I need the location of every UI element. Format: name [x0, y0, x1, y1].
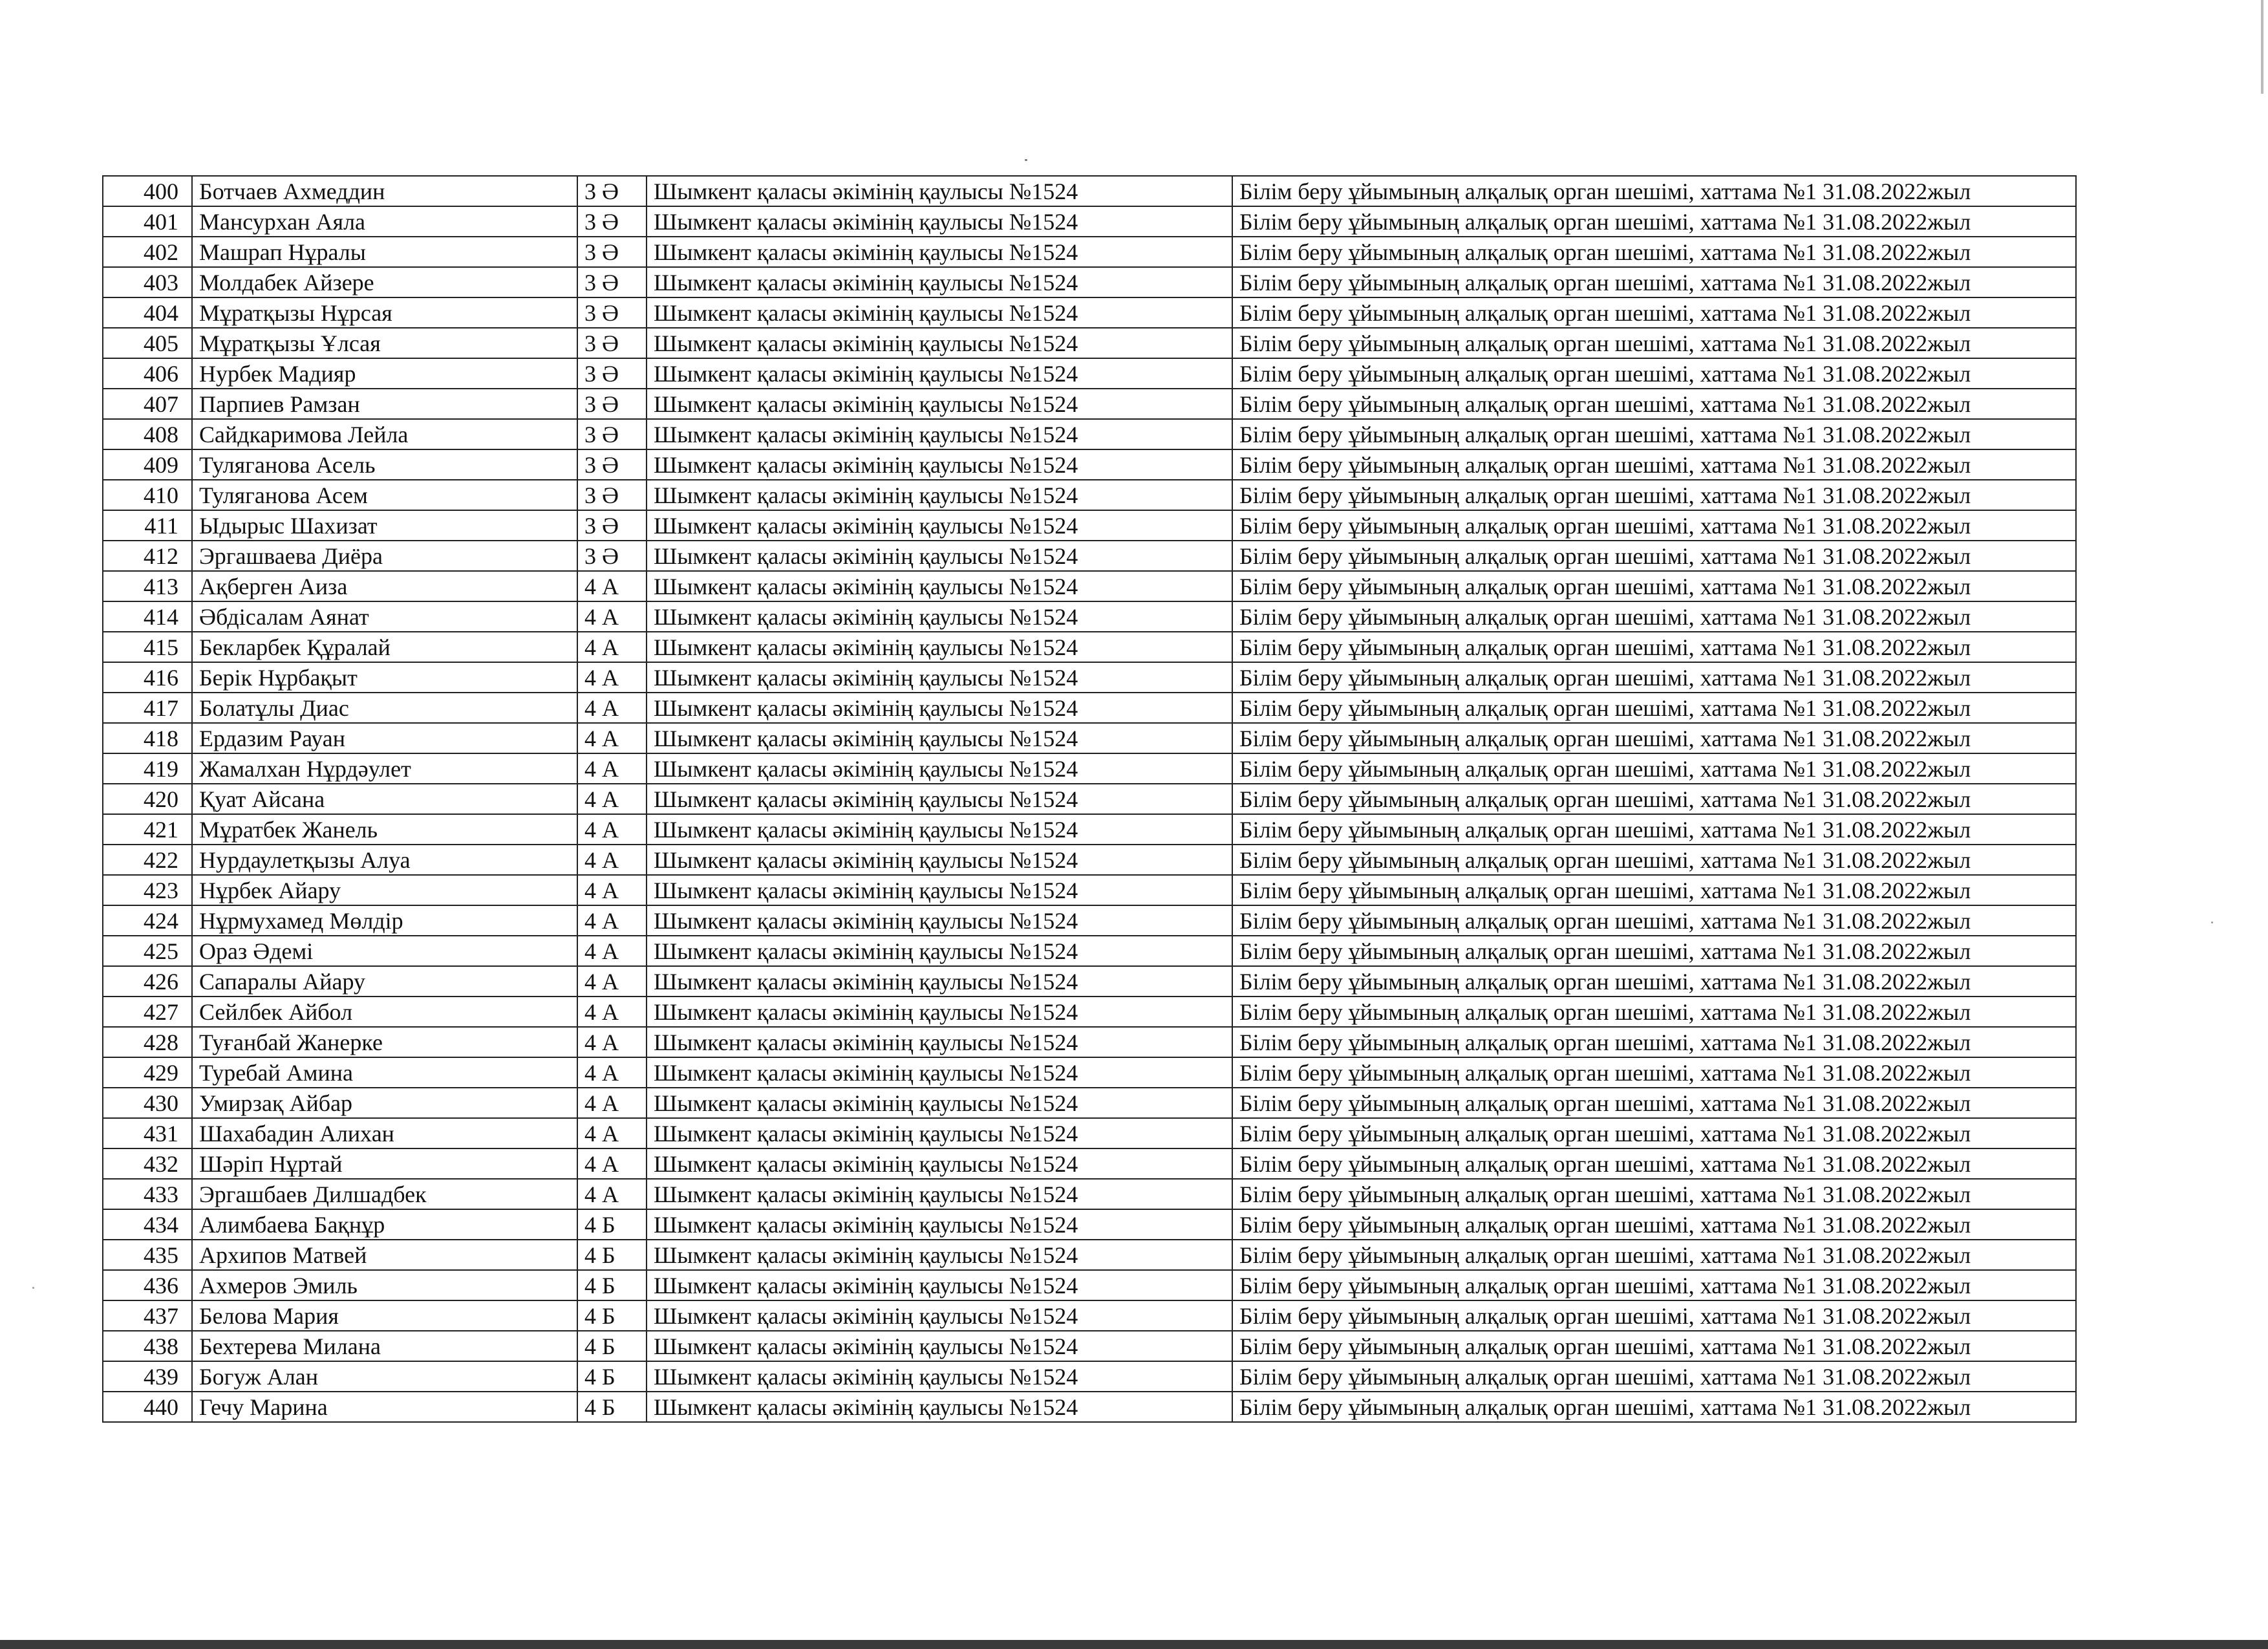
class-name-cell: 4 А — [577, 784, 647, 814]
decree-reference-cell: Шымкент қаласы әкімінің қаулысы №1524 — [647, 662, 1232, 693]
council-decision-cell: Білім беру ұйымының алқалық орган шешімі, хаттама №1 31.08.2022жыл — [1232, 1270, 2076, 1300]
council-decision-cell: Білім беру ұйымының алқалық орган шешімі, хаттама №1 31.08.2022жыл — [1232, 601, 2076, 632]
table-row — [103, 693, 2076, 723]
student-name-cell: Архипов Матвей — [192, 1240, 577, 1270]
student-name-cell: Сайдкаримова Лейла — [192, 419, 577, 449]
scan-dot — [1025, 159, 1027, 161]
class-name-cell: 4 А — [577, 1179, 647, 1209]
decree-reference-cell: Шымкент қаласы әкімінің қаулысы №1524 — [647, 1148, 1232, 1179]
student-name-cell: Туребай Амина — [192, 1057, 577, 1088]
table-row — [103, 510, 2076, 541]
row-number-cell: 406 — [103, 358, 192, 389]
student-name-cell: Белова Мария — [192, 1300, 577, 1331]
row-number-cell: 421 — [103, 814, 192, 845]
class-name-cell: 4 А — [577, 632, 647, 662]
student-name-cell: Туғанбай Жанерке — [192, 1027, 577, 1057]
student-name-cell: Ораз Әдемі — [192, 936, 577, 966]
decree-reference-cell: Шымкент қаласы әкімінің қаулысы №1524 — [647, 632, 1232, 662]
student-name-cell: Машрап Нұралы — [192, 237, 577, 267]
class-name-cell: 3 Ә — [577, 328, 647, 358]
class-name-cell: 4 Б — [577, 1300, 647, 1331]
table-row — [103, 1179, 2076, 1209]
row-number-cell: 418 — [103, 723, 192, 753]
decree-reference-cell: Шымкент қаласы әкімінің қаулысы №1524 — [647, 1118, 1232, 1148]
row-number-cell: 404 — [103, 297, 192, 328]
student-name-cell: Туляганова Асем — [192, 480, 577, 510]
table-row — [103, 358, 2076, 389]
row-number-cell: 425 — [103, 936, 192, 966]
class-name-cell: 4 Б — [577, 1270, 647, 1300]
class-name-cell: 3 Ә — [577, 419, 647, 449]
council-decision-cell: Білім беру ұйымының алқалық орган шешімі, хаттама №1 31.08.2022жыл — [1232, 1331, 2076, 1361]
student-name-cell: Ботчаев Ахмеддин — [192, 176, 577, 206]
council-decision-cell: Білім беру ұйымының алқалық орган шешімі, хаттама №1 31.08.2022жыл — [1232, 1361, 2076, 1392]
council-decision-cell: Білім беру ұйымының алқалық орган шешімі, хаттама №1 31.08.2022жыл — [1232, 693, 2076, 723]
class-name-cell: 4 А — [577, 1088, 647, 1118]
student-name-cell: Ыдырыс Шахизат — [192, 510, 577, 541]
row-number-cell: 407 — [103, 389, 192, 419]
row-number-cell: 424 — [103, 905, 192, 936]
table-row — [103, 875, 2076, 905]
row-number-cell: 434 — [103, 1209, 192, 1240]
student-name-cell: Богуж Алан — [192, 1361, 577, 1392]
class-name-cell: 4 А — [577, 997, 647, 1027]
row-number-cell: 437 — [103, 1300, 192, 1331]
student-name-cell: Бехтерева Милана — [192, 1331, 577, 1361]
decree-reference-cell: Шымкент қаласы әкімінің қаулысы №1524 — [647, 601, 1232, 632]
row-number-cell: 408 — [103, 419, 192, 449]
row-number-cell: 419 — [103, 753, 192, 784]
council-decision-cell: Білім беру ұйымының алқалық орган шешімі, хаттама №1 31.08.2022жыл — [1232, 541, 2076, 571]
table-row — [103, 1118, 2076, 1148]
row-number-cell: 410 — [103, 480, 192, 510]
row-number-cell: 416 — [103, 662, 192, 693]
table-row — [103, 753, 2076, 784]
table-row — [103, 936, 2076, 966]
class-name-cell: 4 А — [577, 814, 647, 845]
council-decision-cell: Білім беру ұйымының алқалық орган шешімі, хаттама №1 31.08.2022жыл — [1232, 1179, 2076, 1209]
student-name-cell: Эргашбаев Дилшадбек — [192, 1179, 577, 1209]
decree-reference-cell: Шымкент қаласы әкімінің қаулысы №1524 — [647, 1057, 1232, 1088]
student-name-cell: Мұратбек Жанель — [192, 814, 577, 845]
scan-speck — [2211, 921, 2213, 923]
student-name-cell: Молдабек Айзере — [192, 267, 577, 297]
council-decision-cell: Білім беру ұйымының алқалық орган шешімі, хаттама №1 31.08.2022жыл — [1232, 723, 2076, 753]
student-name-cell: Берік Нұрбақыт — [192, 662, 577, 693]
class-name-cell: 4 А — [577, 845, 647, 875]
decree-reference-cell: Шымкент қаласы әкімінің қаулысы №1524 — [647, 1027, 1232, 1057]
decree-reference-cell: Шымкент қаласы әкімінің қаулысы №1524 — [647, 1361, 1232, 1392]
row-number-cell: 438 — [103, 1331, 192, 1361]
students-table — [102, 175, 2077, 1423]
table-row — [103, 1240, 2076, 1270]
council-decision-cell: Білім беру ұйымының алқалық орган шешімі, хаттама №1 31.08.2022жыл — [1232, 875, 2076, 905]
table-row — [103, 997, 2076, 1027]
table-row — [103, 1270, 2076, 1300]
council-decision-cell: Білім беру ұйымының алқалық орган шешімі, хаттама №1 31.08.2022жыл — [1232, 510, 2076, 541]
class-name-cell: 4 А — [577, 1148, 647, 1179]
class-name-cell: 4 А — [577, 875, 647, 905]
council-decision-cell: Білім беру ұйымының алқалық орган шешімі, хаттама №1 31.08.2022жыл — [1232, 966, 2076, 997]
class-name-cell: 4 А — [577, 662, 647, 693]
council-decision-cell: Білім беру ұйымының алқалық орган шешімі, хаттама №1 31.08.2022жыл — [1232, 1118, 2076, 1148]
student-name-cell: Нурдаулетқызы Алуа — [192, 845, 577, 875]
council-decision-cell: Білім беру ұйымының алқалық орган шешімі, хаттама №1 31.08.2022жыл — [1232, 1057, 2076, 1088]
council-decision-cell: Білім беру ұйымының алқалық орган шешімі, хаттама №1 31.08.2022жыл — [1232, 1088, 2076, 1118]
council-decision-cell: Білім беру ұйымының алқалық орган шешімі, хаттама №1 31.08.2022жыл — [1232, 1148, 2076, 1179]
council-decision-cell: Білім беру ұйымының алқалық орган шешімі, хаттама №1 31.08.2022жыл — [1232, 1240, 2076, 1270]
row-number-cell: 413 — [103, 571, 192, 601]
student-name-cell: Гечу Марина — [192, 1392, 577, 1422]
table-row — [103, 237, 2076, 267]
council-decision-cell: Білім беру ұйымының алқалық орган шешімі, хаттама №1 31.08.2022жыл — [1232, 997, 2076, 1027]
council-decision-cell: Білім беру ұйымының алқалық орган шешімі, хаттама №1 31.08.2022жыл — [1232, 176, 2076, 206]
class-name-cell: 3 Ә — [577, 297, 647, 328]
council-decision-cell: Білім беру ұйымының алқалық орган шешімі, хаттама №1 31.08.2022жыл — [1232, 419, 2076, 449]
table-row — [103, 297, 2076, 328]
decree-reference-cell: Шымкент қаласы әкімінің қаулысы №1524 — [647, 1179, 1232, 1209]
decree-reference-cell: Шымкент қаласы әкімінің қаулысы №1524 — [647, 358, 1232, 389]
class-name-cell: 4 А — [577, 936, 647, 966]
decree-reference-cell: Шымкент қаласы әкімінің қаулысы №1524 — [647, 1240, 1232, 1270]
decree-reference-cell: Шымкент қаласы әкімінің қаулысы №1524 — [647, 267, 1232, 297]
class-name-cell: 3 Ә — [577, 541, 647, 571]
row-number-cell: 422 — [103, 845, 192, 875]
table-row — [103, 1361, 2076, 1392]
student-name-cell: Сапаралы Айару — [192, 966, 577, 997]
student-name-cell: Мұратқызы Ұлсая — [192, 328, 577, 358]
council-decision-cell: Білім беру ұйымының алқалық орган шешімі, хаттама №1 31.08.2022жыл — [1232, 1300, 2076, 1331]
decree-reference-cell: Шымкент қаласы әкімінің қаулысы №1524 — [647, 723, 1232, 753]
table-row — [103, 1331, 2076, 1361]
table-row — [103, 662, 2076, 693]
class-name-cell: 4 Б — [577, 1392, 647, 1422]
council-decision-cell: Білім беру ұйымының алқалық орган шешімі, хаттама №1 31.08.2022жыл — [1232, 358, 2076, 389]
council-decision-cell: Білім беру ұйымының алқалық орган шешімі, хаттама №1 31.08.2022жыл — [1232, 905, 2076, 936]
student-name-cell: Мұратқызы Нұрсая — [192, 297, 577, 328]
row-number-cell: 405 — [103, 328, 192, 358]
student-name-cell: Ердазим Рауан — [192, 723, 577, 753]
student-name-cell: Болатұлы Диас — [192, 693, 577, 723]
table-row — [103, 1088, 2076, 1118]
student-name-cell: Нұрбек Айару — [192, 875, 577, 905]
decree-reference-cell: Шымкент қаласы әкімінің қаулысы №1524 — [647, 1088, 1232, 1118]
table-row — [103, 206, 2076, 237]
council-decision-cell: Білім беру ұйымының алқалық орган шешімі, хаттама №1 31.08.2022жыл — [1232, 632, 2076, 662]
student-name-cell: Нурбек Мадияр — [192, 358, 577, 389]
student-name-cell: Туляганова Асель — [192, 449, 577, 480]
row-number-cell: 409 — [103, 449, 192, 480]
council-decision-cell: Білім беру ұйымының алқалық орган шешімі, хаттама №1 31.08.2022жыл — [1232, 784, 2076, 814]
class-name-cell: 3 Ә — [577, 206, 647, 237]
council-decision-cell: Білім беру ұйымының алқалық орган шешімі, хаттама №1 31.08.2022жыл — [1232, 936, 2076, 966]
class-name-cell: 4 А — [577, 1118, 647, 1148]
student-name-cell: Парпиев Рамзан — [192, 389, 577, 419]
decree-reference-cell: Шымкент қаласы әкімінің қаулысы №1524 — [647, 571, 1232, 601]
row-number-cell: 429 — [103, 1057, 192, 1088]
row-number-cell: 427 — [103, 997, 192, 1027]
decree-reference-cell: Шымкент қаласы әкімінің қаулысы №1524 — [647, 875, 1232, 905]
row-number-cell: 401 — [103, 206, 192, 237]
student-name-cell: Қуат Айсана — [192, 784, 577, 814]
table-row — [103, 328, 2076, 358]
decree-reference-cell: Шымкент қаласы әкімінің қаулысы №1524 — [647, 541, 1232, 571]
decree-reference-cell: Шымкент қаласы әкімінің қаулысы №1524 — [647, 480, 1232, 510]
row-number-cell: 435 — [103, 1240, 192, 1270]
table-row — [103, 1027, 2076, 1057]
decree-reference-cell: Шымкент қаласы әкімінің қаулысы №1524 — [647, 1270, 1232, 1300]
council-decision-cell: Білім беру ұйымының алқалық орган шешімі, хаттама №1 31.08.2022жыл — [1232, 297, 2076, 328]
decree-reference-cell: Шымкент қаласы әкімінің қаулысы №1524 — [647, 936, 1232, 966]
class-name-cell: 4 А — [577, 723, 647, 753]
class-name-cell: 3 Ә — [577, 510, 647, 541]
class-name-cell: 4 Б — [577, 1209, 647, 1240]
class-name-cell: 4 А — [577, 905, 647, 936]
row-number-cell: 432 — [103, 1148, 192, 1179]
class-name-cell: 4 А — [577, 1057, 647, 1088]
student-name-cell: Шәріп Нұртай — [192, 1148, 577, 1179]
decree-reference-cell: Шымкент қаласы әкімінің қаулысы №1524 — [647, 297, 1232, 328]
row-number-cell: 414 — [103, 601, 192, 632]
decree-reference-cell: Шымкент қаласы әкімінің қаулысы №1524 — [647, 784, 1232, 814]
class-name-cell: 4 А — [577, 601, 647, 632]
decree-reference-cell: Шымкент қаласы әкімінің қаулысы №1524 — [647, 510, 1232, 541]
class-name-cell: 3 Ә — [577, 237, 647, 267]
student-name-cell: Әбдісалам Аянат — [192, 601, 577, 632]
row-number-cell: 436 — [103, 1270, 192, 1300]
decree-reference-cell: Шымкент қаласы әкімінің қаулысы №1524 — [647, 419, 1232, 449]
decree-reference-cell: Шымкент қаласы әкімінің қаулысы №1524 — [647, 206, 1232, 237]
table-row — [103, 905, 2076, 936]
council-decision-cell: Білім беру ұйымының алқалық орган шешімі, хаттама №1 31.08.2022жыл — [1232, 480, 2076, 510]
scan-bottom-edge — [0, 1640, 2268, 1649]
row-number-cell: 431 — [103, 1118, 192, 1148]
row-number-cell: 420 — [103, 784, 192, 814]
student-name-cell: Шахабадин Алихан — [192, 1118, 577, 1148]
decree-reference-cell: Шымкент қаласы әкімінің қаулысы №1524 — [647, 1331, 1232, 1361]
row-number-cell: 412 — [103, 541, 192, 571]
student-name-cell: Нұрмухамед Мөлдір — [192, 905, 577, 936]
class-name-cell: 4 Б — [577, 1240, 647, 1270]
decree-reference-cell: Шымкент қаласы әкімінің қаулысы №1524 — [647, 845, 1232, 875]
student-name-cell: Умирзақ Айбар — [192, 1088, 577, 1118]
table-row — [103, 389, 2076, 419]
council-decision-cell: Білім беру ұйымының алқалық орган шешімі, хаттама №1 31.08.2022жыл — [1232, 662, 2076, 693]
decree-reference-cell: Шымкент қаласы әкімінің қаулысы №1524 — [647, 176, 1232, 206]
table-row — [103, 1392, 2076, 1422]
row-number-cell: 439 — [103, 1361, 192, 1392]
table-row — [103, 571, 2076, 601]
decree-reference-cell: Шымкент қаласы әкімінің қаулысы №1524 — [647, 237, 1232, 267]
class-name-cell: 3 Ә — [577, 358, 647, 389]
row-number-cell: 430 — [103, 1088, 192, 1118]
council-decision-cell: Білім беру ұйымының алқалық орган шешімі, хаттама №1 31.08.2022жыл — [1232, 449, 2076, 480]
table-row — [103, 814, 2076, 845]
class-name-cell: 4 А — [577, 693, 647, 723]
class-name-cell: 3 Ә — [577, 480, 647, 510]
table-row — [103, 176, 2076, 206]
row-number-cell: 440 — [103, 1392, 192, 1422]
class-name-cell: 3 Ә — [577, 267, 647, 297]
class-name-cell: 3 Ә — [577, 176, 647, 206]
table-row — [103, 1057, 2076, 1088]
student-name-cell: Жамалхан Нұрдәулет — [192, 753, 577, 784]
scan-speck — [32, 1287, 34, 1289]
table-row — [103, 601, 2076, 632]
council-decision-cell: Білім беру ұйымының алқалық орган шешімі, хаттама №1 31.08.2022жыл — [1232, 814, 2076, 845]
row-number-cell: 403 — [103, 267, 192, 297]
students-table-body — [103, 176, 2076, 1422]
decree-reference-cell: Шымкент қаласы әкімінің қаулысы №1524 — [647, 1300, 1232, 1331]
decree-reference-cell: Шымкент қаласы әкімінің қаулысы №1524 — [647, 814, 1232, 845]
student-name-cell: Эргашваева Диёра — [192, 541, 577, 571]
decree-reference-cell: Шымкент қаласы әкімінің қаулысы №1524 — [647, 997, 1232, 1027]
council-decision-cell: Білім беру ұйымының алқалық орган шешімі, хаттама №1 31.08.2022жыл — [1232, 206, 2076, 237]
student-name-cell: Мансурхан Аяла — [192, 206, 577, 237]
class-name-cell: 4 А — [577, 966, 647, 997]
table-row — [103, 845, 2076, 875]
student-name-cell: Ахмеров Эмиль — [192, 1270, 577, 1300]
row-number-cell: 402 — [103, 237, 192, 267]
table-row — [103, 480, 2076, 510]
class-name-cell: 4 А — [577, 753, 647, 784]
row-number-cell: 411 — [103, 510, 192, 541]
decree-reference-cell: Шымкент қаласы әкімінің қаулысы №1524 — [647, 966, 1232, 997]
row-number-cell: 433 — [103, 1179, 192, 1209]
decree-reference-cell: Шымкент қаласы әкімінің қаулысы №1524 — [647, 693, 1232, 723]
table-row — [103, 1209, 2076, 1240]
decree-reference-cell: Шымкент қаласы әкімінің қаулысы №1524 — [647, 449, 1232, 480]
council-decision-cell: Білім беру ұйымының алқалық орган шешімі, хаттама №1 31.08.2022жыл — [1232, 1027, 2076, 1057]
council-decision-cell: Білім беру ұйымының алқалық орган шешімі, хаттама №1 31.08.2022жыл — [1232, 571, 2076, 601]
table-row — [103, 784, 2076, 814]
row-number-cell: 426 — [103, 966, 192, 997]
table-row — [103, 632, 2076, 662]
class-name-cell: 4 А — [577, 571, 647, 601]
council-decision-cell: Білім беру ұйымының алқалық орган шешімі, хаттама №1 31.08.2022жыл — [1232, 237, 2076, 267]
table-row — [103, 723, 2076, 753]
council-decision-cell: Білім беру ұйымының алқалық орган шешімі, хаттама №1 31.08.2022жыл — [1232, 389, 2076, 419]
row-number-cell: 423 — [103, 875, 192, 905]
row-number-cell: 415 — [103, 632, 192, 662]
row-number-cell: 417 — [103, 693, 192, 723]
student-name-cell: Сейлбек Айбол — [192, 997, 577, 1027]
decree-reference-cell: Шымкент қаласы әкімінің қаулысы №1524 — [647, 905, 1232, 936]
council-decision-cell: Білім беру ұйымының алқалық орган шешімі, хаттама №1 31.08.2022жыл — [1232, 845, 2076, 875]
class-name-cell: 3 Ә — [577, 449, 647, 480]
decree-reference-cell: Шымкент қаласы әкімінің қаулысы №1524 — [647, 1392, 1232, 1422]
decree-reference-cell: Шымкент қаласы әкімінің қаулысы №1524 — [647, 1209, 1232, 1240]
student-name-cell: Алимбаева Бақнұр — [192, 1209, 577, 1240]
council-decision-cell: Білім беру ұйымының алқалық орган шешімі, хаттама №1 31.08.2022жыл — [1232, 267, 2076, 297]
table-row — [103, 267, 2076, 297]
student-name-cell: Бекларбек Құралай — [192, 632, 577, 662]
scan-edge-line — [2261, 0, 2263, 94]
decree-reference-cell: Шымкент қаласы әкімінің қаулысы №1524 — [647, 753, 1232, 784]
table-row — [103, 419, 2076, 449]
decree-reference-cell: Шымкент қаласы әкімінің қаулысы №1524 — [647, 328, 1232, 358]
row-number-cell: 400 — [103, 176, 192, 206]
table-row — [103, 541, 2076, 571]
decree-reference-cell: Шымкент қаласы әкімінің қаулысы №1524 — [647, 389, 1232, 419]
class-name-cell: 4 А — [577, 1027, 647, 1057]
row-number-cell: 428 — [103, 1027, 192, 1057]
class-name-cell: 4 Б — [577, 1361, 647, 1392]
class-name-cell: 4 Б — [577, 1331, 647, 1361]
council-decision-cell: Білім беру ұйымының алқалық орган шешімі, хаттама №1 31.08.2022жыл — [1232, 753, 2076, 784]
council-decision-cell: Білім беру ұйымының алқалық орган шешімі, хаттама №1 31.08.2022жыл — [1232, 1209, 2076, 1240]
council-decision-cell: Білім беру ұйымының алқалық орган шешімі, хаттама №1 31.08.2022жыл — [1232, 1392, 2076, 1422]
table-row — [103, 1148, 2076, 1179]
table-row — [103, 966, 2076, 997]
table-row — [103, 449, 2076, 480]
table-row — [103, 1300, 2076, 1331]
class-name-cell: 3 Ә — [577, 389, 647, 419]
student-name-cell: Ақберген Аиза — [192, 571, 577, 601]
council-decision-cell: Білім беру ұйымының алқалық орган шешімі, хаттама №1 31.08.2022жыл — [1232, 328, 2076, 358]
